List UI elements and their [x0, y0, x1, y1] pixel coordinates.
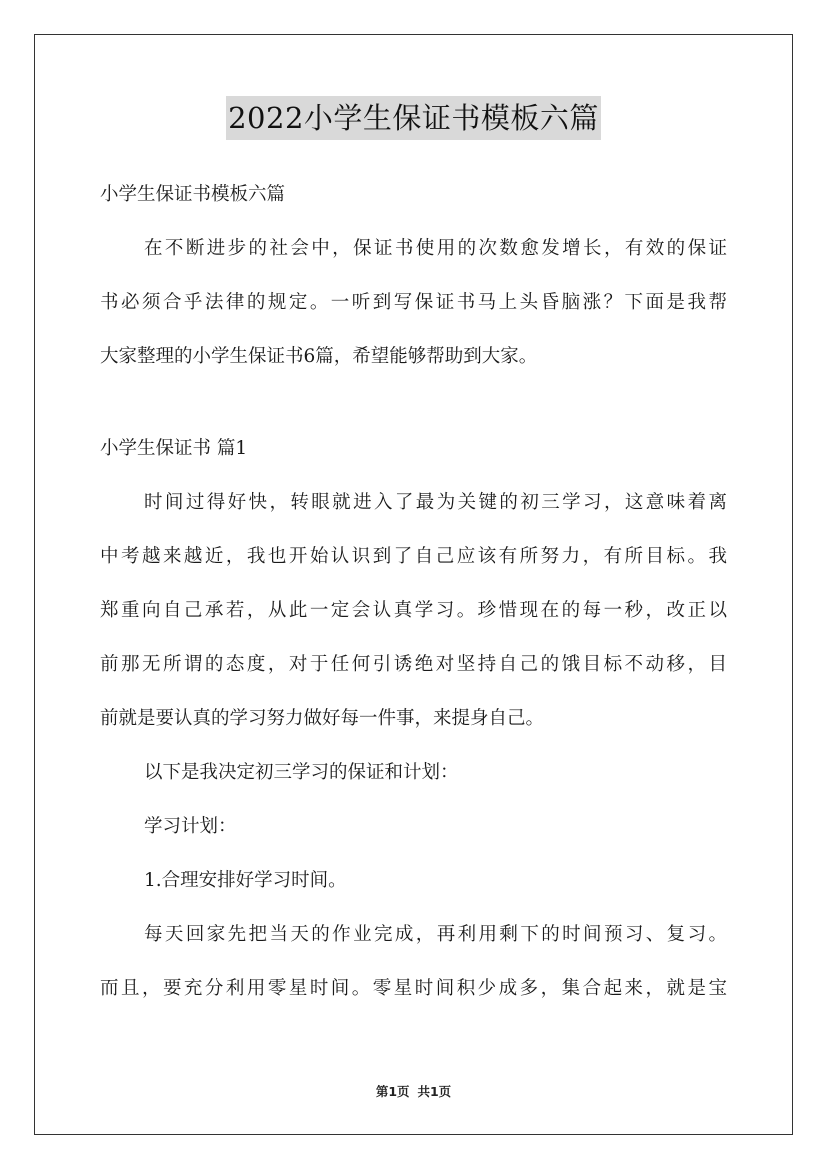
- section-line-4: 前那无所谓的态度，对于任何引诱绝对坚持自己的饿目标不动移，目: [100, 654, 727, 675]
- document-title: 2022小学生保证书模板六篇: [226, 96, 601, 140]
- section-spacer: [100, 391, 727, 429]
- title-container: [0, 96, 827, 140]
- page-total: 共1页: [417, 1084, 452, 1099]
- plan-item-1-line-2: 而且，要充分利用零星时间。零星时间积少成多，集合起来，就是宝: [100, 978, 727, 999]
- section-line-3: 郑重向自己承若，从此一定会认真学习。珍惜现在的每一秒，改正以: [100, 600, 727, 621]
- section-line-1: 时间过得好快，转眼就进入了最为关键的初三学习，这意味着离: [144, 492, 727, 513]
- plan-item-1-line-1: 每天回家先把当天的作业完成，再利用剩下的时间预习、复习。: [144, 924, 727, 945]
- intro-line-2: 书必须合乎法律的规定。一听到写保证书马上头昏脑涨？下面是我帮: [100, 292, 727, 313]
- plan-intro: 以下是我决定初三学习的保证和计划：: [144, 762, 459, 783]
- plan-label: 学习计划：: [144, 816, 237, 837]
- page-footer: [0, 1082, 827, 1100]
- document-body: [100, 175, 727, 1023]
- section-heading: 小学生保证书 篇1: [100, 438, 248, 459]
- intro-line-1: 在不断进步的社会中，保证书使用的次数愈发增长，有效的保证: [144, 238, 727, 259]
- document-subtitle: 小学生保证书模板六篇: [100, 184, 286, 205]
- section-line-5: 前就是要认真的学习努力做好每一件事，来提身自己。: [100, 708, 545, 729]
- intro-line-3: 大家整理的小学生保证书6篇，希望能够帮助到大家。: [100, 346, 538, 367]
- plan-item-1: 1.合理安排好学习时间。: [144, 870, 347, 891]
- page-number: 第1页: [375, 1084, 410, 1099]
- section-line-2: 中考越来越近，我也开始认识到了自己应该有所努力，有所目标。我: [100, 546, 727, 567]
